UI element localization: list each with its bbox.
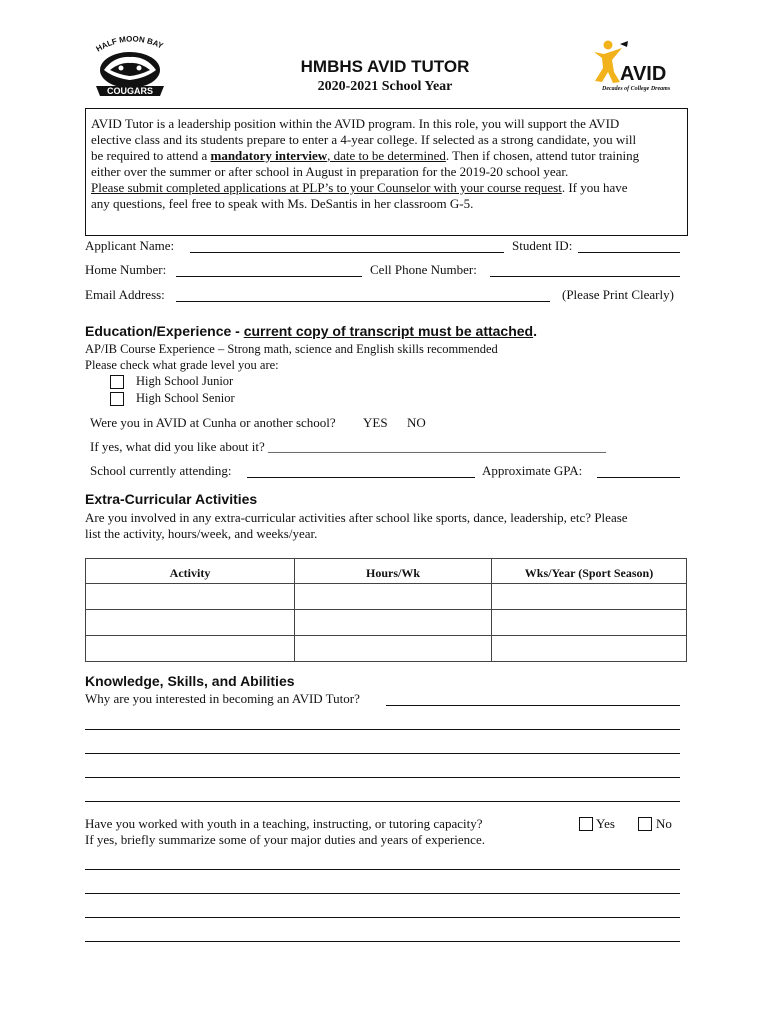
intro-text: be required to attend a	[91, 148, 211, 163]
school-attending-label: School currently attending:	[90, 463, 232, 478]
weeks-cell[interactable]	[492, 610, 687, 636]
education-heading	[85, 323, 537, 339]
senior-checkbox[interactable]	[110, 392, 124, 406]
intro-line: any questions, feel free to speak with Ms. DeSantis in her classroom G-5.	[91, 196, 474, 211]
why-tutor-field[interactable]	[386, 705, 680, 706]
experience-answer-line[interactable]	[85, 917, 680, 918]
home-number-label: Home Number:	[85, 262, 167, 277]
applicant-name-label: Applicant Name:	[85, 238, 175, 253]
youth-experience-followup: If yes, briefly summarize some of your major duties and years of experience.	[85, 832, 485, 847]
intro-text: . Then if chosen, attend tutor training	[445, 148, 640, 163]
ksa-heading: Knowledge, Skills, and Abilities	[85, 673, 295, 689]
mandatory-interview-text: mandatory interview	[210, 148, 328, 163]
weeks-cell[interactable]	[492, 636, 687, 662]
extracurricular-heading: Extra-Curricular Activities	[85, 491, 258, 507]
submission-instruction: Please submit completed applications at PLP’s to your Counselor with your course request	[91, 180, 562, 195]
hours-cell[interactable]	[295, 610, 492, 636]
education-heading-prefix: Education/Experience -	[85, 323, 244, 339]
logo-arc-text: HALF MOON BAY	[94, 34, 165, 54]
avid-wordmark: AVID	[620, 63, 667, 85]
school-attending-field[interactable]	[247, 477, 475, 478]
logo-banner-text: COUGARS	[106, 86, 154, 96]
youth-yes-label: Yes	[596, 816, 615, 831]
avid-previous-no[interactable]: NO	[407, 415, 426, 430]
activity-cell[interactable]	[86, 636, 295, 662]
page-title: HMBHS AVID TUTOR	[300, 57, 470, 76]
avid-previous-yes[interactable]: YES	[363, 415, 388, 430]
email-label: Email Address:	[85, 287, 165, 302]
youth-no-label: No	[656, 816, 672, 831]
junior-checkbox[interactable]	[110, 375, 124, 389]
print-clearly-note: (Please Print Clearly)	[562, 287, 674, 302]
intro-text: . If you have	[561, 180, 628, 195]
intro-line: elective class and its students prepare to enter a 4-year college. If selected as a strong candidate, you will	[91, 132, 637, 147]
school-year: 2020-2021 School Year	[317, 79, 453, 94]
weeks-column-header: Wks/Year (Sport Season)	[492, 559, 687, 584]
home-number-field[interactable]	[176, 276, 362, 277]
transcript-requirement: current copy of transcript must be attached	[243, 323, 534, 339]
experience-answer-line[interactable]	[85, 893, 680, 894]
why-tutor-answer-line[interactable]	[85, 801, 680, 802]
gpa-label: Approximate GPA:	[482, 463, 583, 478]
avid-logo	[590, 38, 680, 94]
intro-line	[91, 180, 628, 196]
why-tutor-question: Why are you interested in becoming an AVID Tutor?	[85, 691, 360, 706]
education-heading-suffix: .	[533, 323, 538, 339]
extracurricular-prompt: Are you involved in any extra-curricular activities after school like sports, dance, leadership, etc? Please	[85, 510, 628, 525]
why-tutor-answer-line[interactable]	[85, 729, 680, 730]
cell-phone-label: Cell Phone Number:	[370, 262, 477, 277]
hours-cell[interactable]	[295, 636, 492, 662]
avid-previous-question: Were you in AVID at Cunha or another school?	[90, 415, 336, 430]
cell-phone-field[interactable]	[490, 276, 680, 277]
activities-table	[85, 558, 687, 662]
intro-line: AVID Tutor is a leadership position within the AVID program. In this role, you will support the AVID	[91, 116, 620, 131]
interview-date-text: , date to be determined	[327, 148, 446, 163]
activity-cell[interactable]	[86, 610, 295, 636]
hours-cell[interactable]	[295, 584, 492, 610]
intro-line: either over the summer or after school in August in preparation for the 2019-20 school year.	[91, 164, 569, 179]
why-tutor-answer-line[interactable]	[85, 777, 680, 778]
youth-experience-question: Have you worked with youth in a teaching, instructing, or tutoring capacity?	[85, 816, 483, 831]
gpa-field[interactable]	[597, 477, 680, 478]
table-header-row	[86, 559, 687, 584]
youth-yes-checkbox[interactable]	[579, 817, 593, 831]
avid-like-question[interactable]: If yes, what did you like about it? ____________________________________________________	[90, 439, 606, 454]
avid-tagline: Decades of College Dreams	[602, 86, 671, 92]
weeks-cell[interactable]	[492, 584, 687, 610]
experience-answer-line[interactable]	[85, 941, 680, 942]
email-field[interactable]	[176, 301, 550, 302]
hours-column-header: Hours/Wk	[295, 559, 492, 584]
activity-cell[interactable]	[86, 584, 295, 610]
activity-column-header: Activity	[86, 559, 295, 584]
youth-no-checkbox[interactable]	[638, 817, 652, 831]
table-row	[86, 610, 687, 636]
extracurricular-prompt: list the activity, hours/week, and weeks/year.	[85, 526, 318, 541]
intro-line	[91, 148, 639, 164]
grade-prompt: Please check what grade level you are:	[85, 358, 279, 372]
course-note: AP/IB Course Experience – Strong math, science and English skills recommended	[85, 342, 498, 356]
applicant-name-field[interactable]	[190, 252, 504, 253]
table-row	[86, 636, 687, 662]
junior-label: High School Junior	[136, 374, 234, 388]
table-row	[86, 584, 687, 610]
why-tutor-answer-line[interactable]	[85, 753, 680, 754]
experience-answer-line[interactable]	[85, 869, 680, 870]
senior-label: High School Senior	[136, 391, 235, 405]
student-id-field[interactable]	[578, 252, 680, 253]
student-id-label: Student ID:	[512, 238, 573, 253]
